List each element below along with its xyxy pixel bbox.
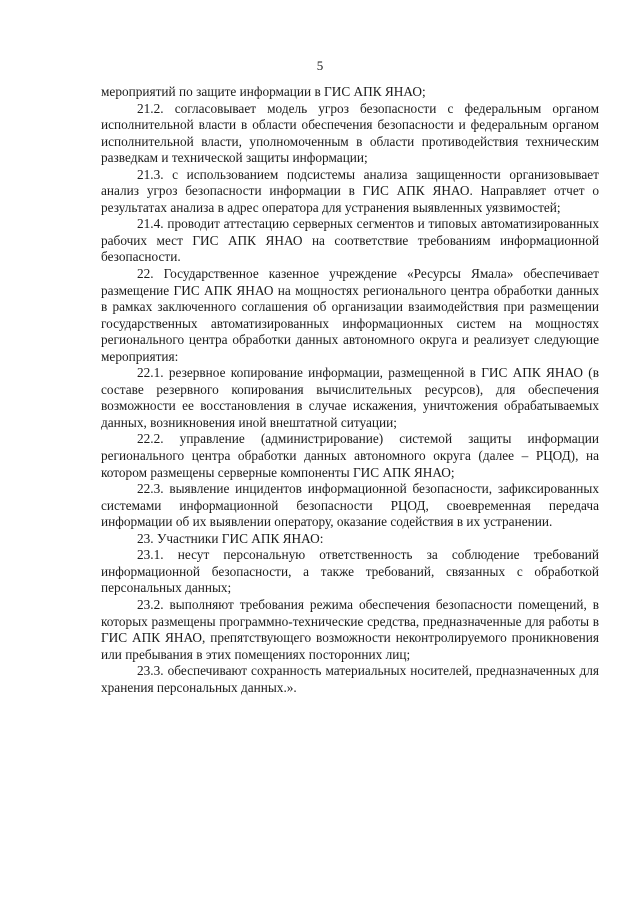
paragraph-22-2: 22.2. управление (администрирование) системой защиты информации регионального центра обработки данных автономного округа (далее – РЦОД), на котором размещены серверные компоненты ГИС АПК ЯНАО;	[101, 431, 599, 480]
document-body	[101, 84, 599, 696]
paragraph-23: 23. Участники ГИС АПК ЯНАО:	[137, 530, 324, 546]
paragraph-23-1: 23.1. несут персональную ответственность за соблюдение требований информационной безопасности, а также требований, связанных с обработкой персональных данных;	[101, 547, 599, 596]
paragraph-21-3: 21.3. с использованием подсистемы анализа защищенности организовывает анализ угроз безопасности информации в ГИС АПК ЯНАО. Направляет отчет о результатах анализа в адрес оператора для устранения выявленных уязвимостей;	[101, 166, 599, 215]
paragraph-continuation: мероприятий по защите информации в ГИС АПК ЯНАО;	[101, 84, 426, 99]
paragraph-22-1: 22.1. резервное копирование информации, размещенной в ГИС АПК ЯНАО (в составе резервного копирования вычислительных ресурсов), для обеспечения возможности ее восстановления в случае искажения, уничтожения обрабатываемых данных, возникновения иной внештатной ситуации;	[101, 365, 599, 430]
paragraph-22: 22. Государственное казенное учреждение «Ресурсы Ямала» обеспечивает размещение ГИС АПК ЯНАО на мощностях регионального центра обработки данных в рамках заключенного соглашения об организации взаимодействия при размещении государственных автоматизированных информационных систем на мощностях регионального центра обработки данных автономного округа и реализует следующие мероприятия:	[101, 266, 599, 364]
paragraph-22-3: 22.3. выявление инцидентов информационной безопасности, зафиксированных системами информационной безопасности РЦОД, своевременная передача информации об их выявлении оператору, оказание содействия в их устранении.	[101, 481, 599, 530]
page-number: 5	[316, 58, 324, 73]
paragraph-23-2: 23.2. выполняют требования режима обеспечения безопасности помещений, в которых размещены программно-технические средства, предназначенные для работы в ГИС АПК ЯНАО, препятствующего возможности неконтролируемого проникновения или пребывания в этих помещениях посторонних лиц;	[101, 596, 599, 662]
paragraph-21-2: 21.2. согласовывает модель угроз безопасности с федеральным органом исполнительной власти в области обеспечения безопасности и федеральным органом исполнительной власти, уполномоченным в области противодействия техническим разведкам и технической защиты информации;	[101, 100, 599, 166]
paragraph-21-4: 21.4. проводит аттестацию серверных сегментов и типовых автоматизированных рабочих мест ГИС АПК ЯНАО на соответствие требованиям информационной безопасности.	[101, 216, 599, 265]
paragraph-23-3: 23.3. обеспечивают сохранность материальных носителей, предназначенных для хранения персональных данных.».	[101, 663, 599, 695]
